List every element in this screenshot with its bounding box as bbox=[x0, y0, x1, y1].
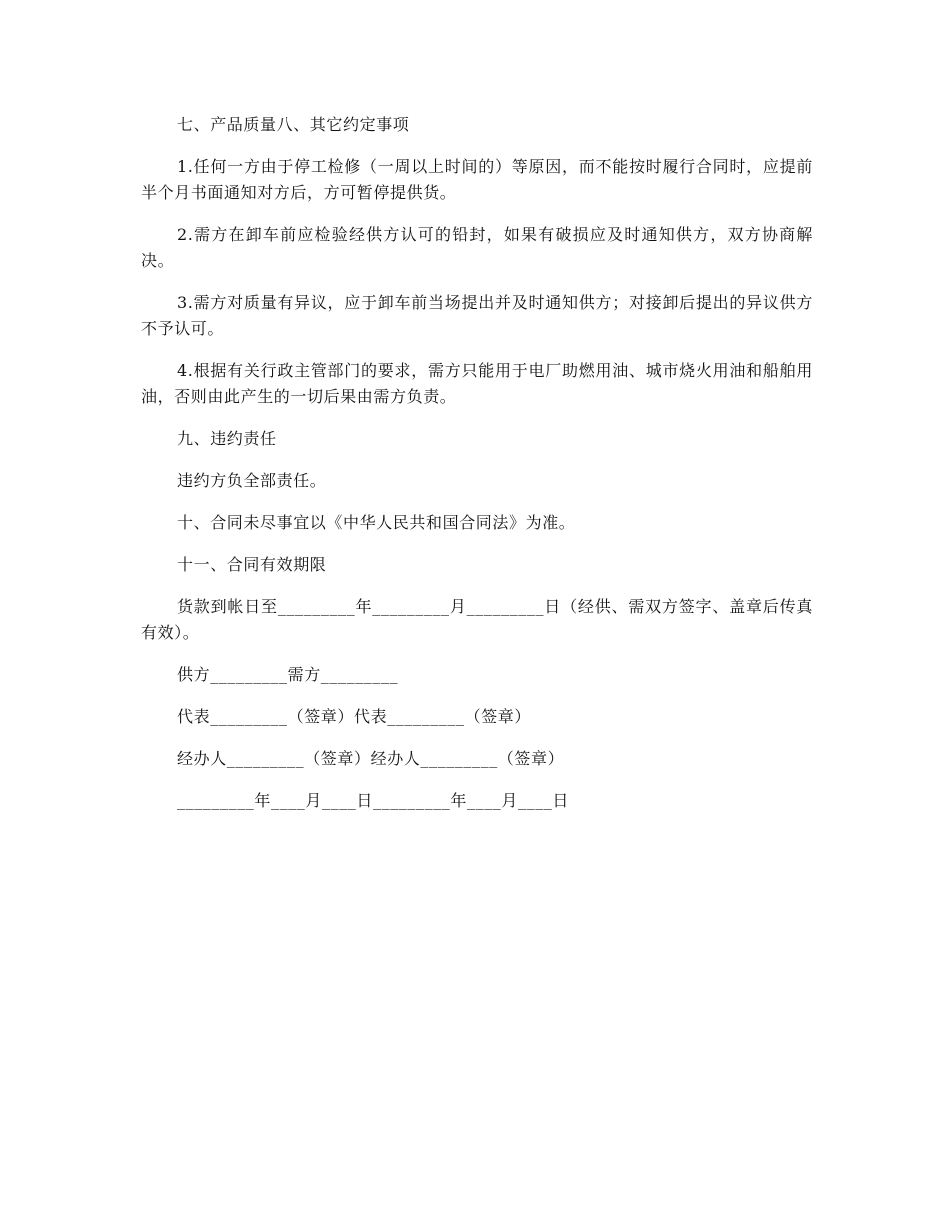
section-heading-quality-other: 七、产品质量八、其它约定事项 bbox=[177, 115, 410, 134]
signature-line-handlers: 经办人_________（签章）经办人_________（签章） bbox=[177, 749, 565, 768]
signature-line-dates: _________年____月____日_________年____月____日 bbox=[177, 791, 569, 810]
validity-period-text: 货款到帐日至_________年_________月_________日（经供、需双方签字、盖章后传真有效）。 bbox=[141, 597, 813, 642]
clause-4-usage-restriction: 4.根据有关行政主管部门的要求，需方只能用于电厂助燃用油、城市烧火用油和船舶用油，否则由此产生的一切后果由需方负责。 bbox=[141, 361, 813, 406]
document-body bbox=[141, 112, 813, 830]
section-heading-validity-period: 十一、合同有效期限 bbox=[177, 555, 327, 574]
clause-1-maintenance-notice: 1.任何一方由于停工检修（一周以上时间的）等原因，而不能按时履行合同时，应提前半个月书面通知对方后，方可暂停提供货。 bbox=[141, 157, 813, 202]
section-heading-breach-liability: 九、违约责任 bbox=[177, 429, 277, 448]
clause-3-quality-objection: 3.需方对质量有异议，应于卸车前当场提出并及时通知供方；对接卸后提出的异议供方不予认可。 bbox=[141, 293, 813, 338]
section-heading-governing-law: 十、合同未尽事宜以《中华人民共和国合同法》为准。 bbox=[177, 513, 576, 532]
breach-liability-text: 违约方负全部责任。 bbox=[177, 471, 327, 490]
signature-line-parties: 供方_________需方_________ bbox=[177, 665, 399, 684]
clause-2-seal-inspection: 2.需方在卸车前应检验经供方认可的铅封，如果有破损应及时通知供方，双方协商解决。 bbox=[141, 225, 813, 270]
signature-line-representatives: 代表_________（签章）代表_________（签章） bbox=[177, 707, 532, 726]
